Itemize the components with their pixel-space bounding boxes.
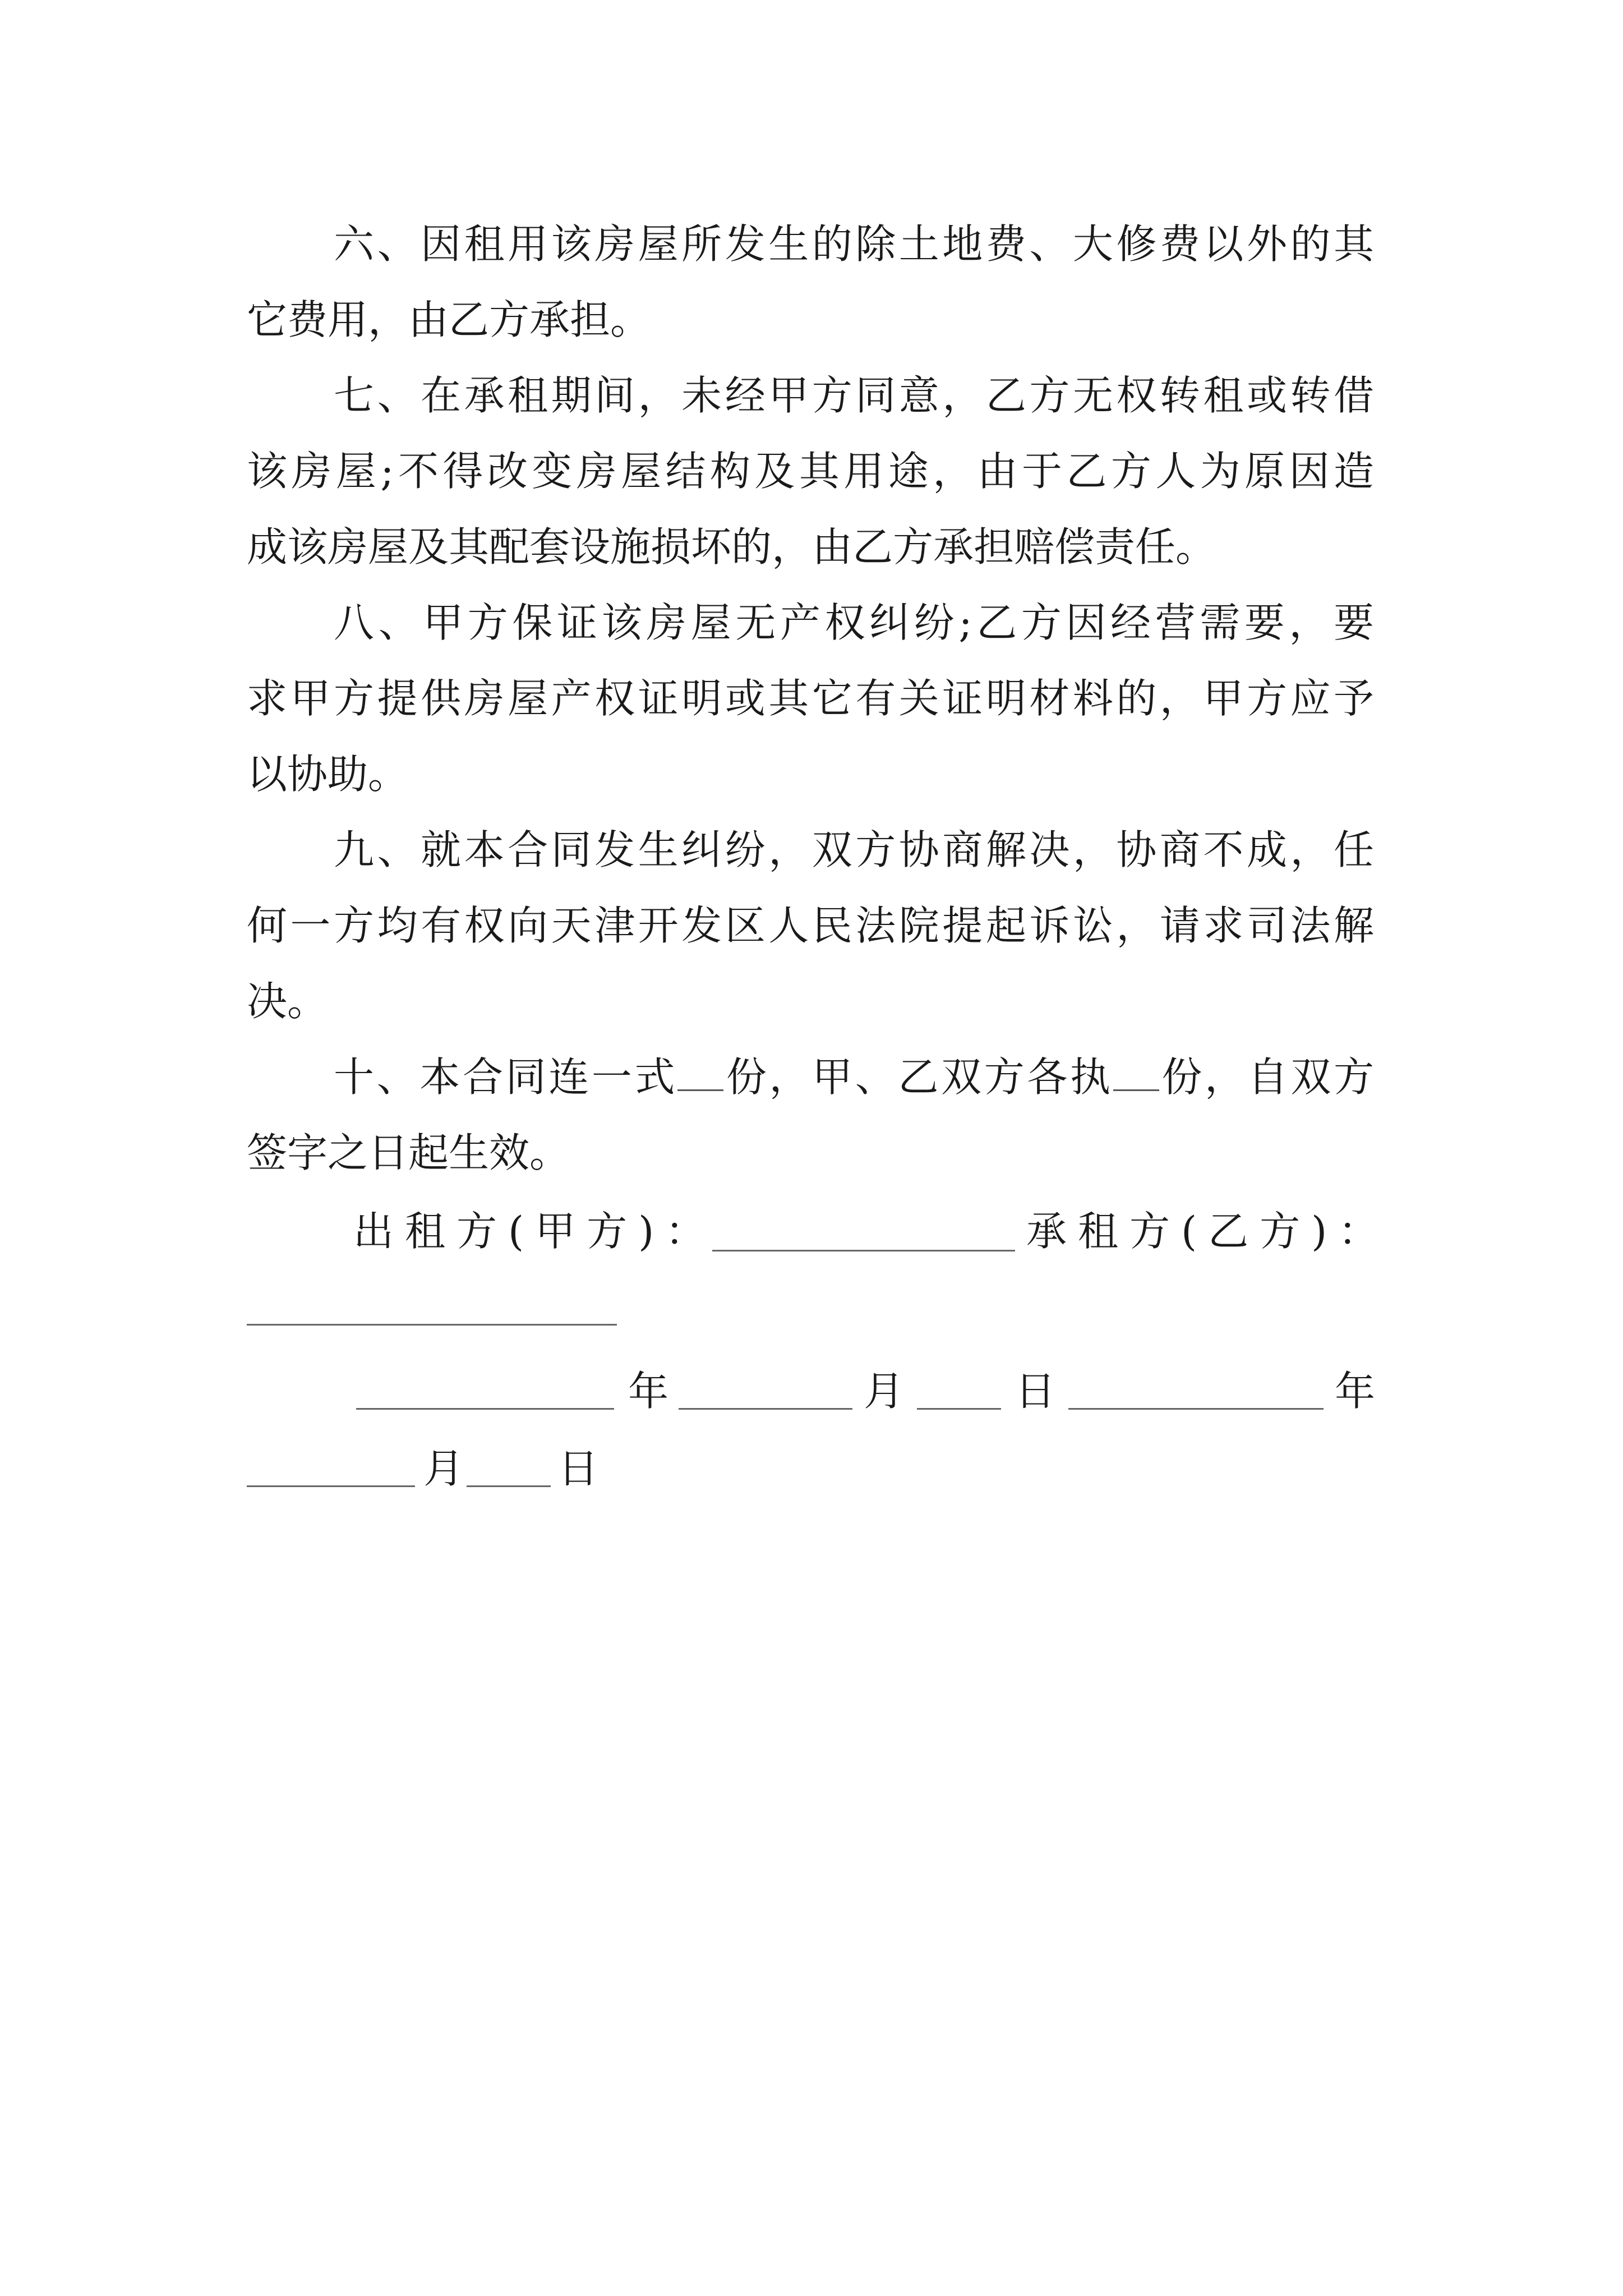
clause-9-line-1: 九、就本合同发生纠纷，双方协商解决，协商不成，任 xyxy=(334,826,1374,873)
clause-9-line-3: 决。 xyxy=(247,978,328,1025)
lessee-month-label: 月 xyxy=(423,1445,464,1492)
lessee-month-blank[interactable] xyxy=(247,1485,415,1487)
clause-7-line-1: 七、在承租期间，未经甲方同意，乙方无权转租或转借 xyxy=(334,372,1374,419)
lessee-day-blank[interactable] xyxy=(467,1485,551,1487)
clause-8-line-3: 以协助。 xyxy=(247,751,409,798)
clause-6-line-2: 它费用，由乙方承担。 xyxy=(247,296,651,343)
lessee-signature-blank[interactable] xyxy=(247,1324,617,1326)
clause-6-line-1: 六、因租用该房屋所发生的除土地费、大修费以外的其 xyxy=(334,220,1374,268)
clause-10-line-2: 签字之日起生效。 xyxy=(247,1129,570,1176)
lessor-day-label: 日 xyxy=(1015,1368,1056,1415)
lessee-year-label: 年 xyxy=(1335,1368,1376,1415)
clause-8-line-2: 求甲方提供房屋产权证明或其它有关证明材料的，甲方应予 xyxy=(247,675,1374,722)
clause-10-text-b: 份，甲、乙双方各执 xyxy=(723,1053,1113,1101)
copies-total-blank[interactable] xyxy=(677,1052,723,1091)
lessee-day-label: 日 xyxy=(558,1445,599,1492)
lessor-signature-blank[interactable] xyxy=(712,1250,1015,1251)
clause-10-text-c: 份，自双方 xyxy=(1159,1053,1374,1101)
lessor-year-label: 年 xyxy=(628,1368,669,1415)
lessor-day-blank[interactable] xyxy=(917,1408,1001,1410)
lessee-year-blank[interactable] xyxy=(1068,1408,1324,1410)
clause-9-line-2: 何一方均有权向天津开发区人民法院提起诉讼，请求司法解 xyxy=(247,902,1374,949)
clause-7-line-2: 该房屋;不得改变房屋结构及其用途，由于乙方人为原因造 xyxy=(247,448,1374,495)
clause-7-line-3: 成该房屋及其配套设施损坏的，由乙方承担赔偿责任。 xyxy=(247,523,1216,570)
clause-10-text-a: 十、本合同连一式 xyxy=(334,1053,678,1101)
lessor-year-blank[interactable] xyxy=(356,1408,614,1410)
lessor-month-label: 月 xyxy=(864,1368,905,1415)
lessor-month-blank[interactable] xyxy=(679,1408,852,1410)
clause-8-line-1: 八、甲方保证该房屋无产权纠纷;乙方因经营需要，要 xyxy=(334,599,1374,646)
copies-each-blank[interactable] xyxy=(1113,1052,1159,1091)
clause-10-line-1 xyxy=(334,1049,1374,1105)
lessee-label: 承租方(乙方)： xyxy=(1026,1208,1390,1255)
lessor-label: 出租方(甲方)： xyxy=(353,1208,717,1255)
